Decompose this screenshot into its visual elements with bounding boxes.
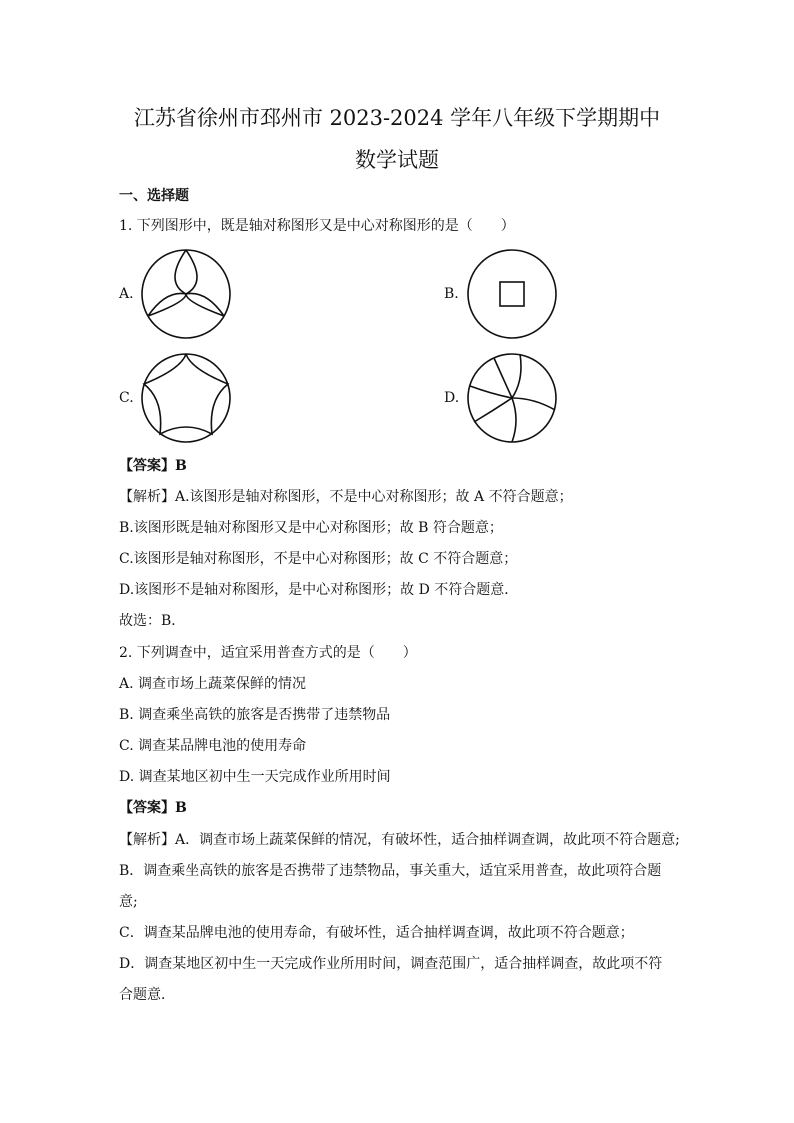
q1-analysis-line: B.该图形既是轴对称图形又是中心对称图形；故 B 符合题意； <box>119 520 503 536</box>
option-a-label: A. <box>119 286 134 302</box>
option-b-label: B. <box>444 286 459 302</box>
q2-analysis-line: C．调查某品牌电池的使用寿命，有破坏性，适合抽样调查调，故此项不符合题意； <box>119 925 634 941</box>
q2-option: A. 调查市场上蔬菜保鲜的情况 <box>119 676 307 692</box>
q2-option: B. 调查乘坐高铁的旅客是否携带了违禁物品 <box>119 707 391 723</box>
q2-analysis-line: B．调查乘坐高铁的旅客是否携带了违禁物品，事关重大，适宜采用普查，故此项符合题 <box>119 863 662 879</box>
q1-analysis-line: D.该图形不是轴对称图形，是中心对称图形；故 D 不符合题意． <box>119 582 519 598</box>
arc-star-in-circle-figure <box>138 350 234 446</box>
q2-option: D. 调查某地区初中生一天完成作业所用时间 <box>119 769 391 785</box>
square-in-circle-figure <box>464 246 560 342</box>
page-title-line1: 江苏省徐州市邳州市 2023-2024 学年八年级下学期期中 <box>133 106 661 130</box>
pinwheel-circle-figure <box>464 350 560 446</box>
question-1-stem: 1. 下列图形中，既是轴对称图形又是中心对称图形的是（ ） <box>119 218 515 234</box>
q2-analysis-line: 【解析】A．调查市场上蔬菜保鲜的情况，有破坏性，适合抽样调查调，故此项不符合题意; <box>119 832 680 848</box>
option-c-label: C. <box>119 390 134 406</box>
option-d-label: D. <box>444 390 460 406</box>
answer-text: 【答案】B <box>119 458 187 474</box>
q1-analysis-line: C.该图形是轴对称图形，不是中心对称图形；故 C 不符合题意； <box>119 551 518 567</box>
section-heading: 一、选择题 <box>119 188 189 204</box>
q2-analysis-line: D．调查某地区初中生一天完成作业所用时间，调查范围广，适合抽样调查，故此项不符 <box>119 956 663 972</box>
question-1-answer <box>119 456 187 476</box>
q2-option: C. 调查某品牌电池的使用寿命 <box>119 738 307 754</box>
q2-analysis-line: 合题意． <box>119 987 175 1003</box>
question-2-stem: 2. 下列调查中，适宜采用普查方式的是（ ） <box>119 645 417 661</box>
q2-analysis-line: 意; <box>119 894 138 910</box>
q1-analysis-line: 故选：B． <box>119 613 186 629</box>
question-2-answer: 【答案】B <box>119 800 187 816</box>
q1-analysis-line: 【解析】A.该图形是轴对称图形，不是中心对称图形；故 A 不符合题意； <box>119 489 573 505</box>
three-arc-circle-figure <box>138 246 234 342</box>
page-title-line2: 数学试题 <box>355 148 439 172</box>
